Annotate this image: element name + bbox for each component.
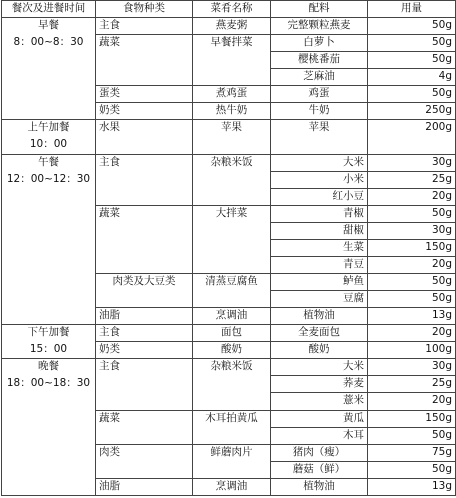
ingredient: 蘑菇（鲜）: [271, 461, 368, 478]
food-type: 蔬菜: [96, 410, 193, 444]
dish-name: 烹调油: [193, 478, 271, 495]
food-type: 油脂: [96, 308, 193, 325]
amount: 50g: [368, 18, 456, 35]
ingredient: 白萝卜: [271, 35, 368, 52]
food-type: 肉类: [96, 444, 193, 478]
amount: 150g: [368, 239, 456, 256]
ingredient: 牛奶: [271, 103, 368, 120]
dish-name: 清蒸豆腐鱼: [193, 274, 271, 308]
amount: 30g: [368, 222, 456, 239]
meal-time: 18：00~18：30: [6, 377, 91, 390]
food-type: 蛋类: [96, 86, 193, 103]
dish-name: 热牛奶: [193, 103, 271, 120]
amount: 50g: [368, 35, 456, 52]
amount: 20g: [368, 393, 456, 410]
meal-time: 8：00~8：30: [13, 36, 84, 49]
dish-name: 烹调油: [193, 308, 271, 325]
ingredient: 木耳: [271, 427, 368, 444]
ingredient: 生菜: [271, 239, 368, 256]
header-amount: 用量: [368, 1, 456, 18]
amount: 13g: [368, 308, 456, 325]
meal-morning-snack: [2, 120, 96, 154]
meal-plan-table: [1, 0, 456, 496]
meal-time: 12：00~12：30: [6, 172, 91, 185]
ingredient: 青椒: [271, 205, 368, 222]
ingredient: 豆腐: [271, 291, 368, 308]
header-meal-time: 餐次及进餐时间: [2, 1, 96, 18]
header-dish-name: 菜肴名称: [193, 1, 271, 18]
amount: 50g: [368, 86, 456, 103]
amount: 30g: [368, 359, 456, 376]
amount: 250g: [368, 103, 456, 120]
amount: 200g: [368, 120, 456, 154]
ingredient: 大米: [271, 154, 368, 171]
food-type: 肉类及大豆类: [96, 274, 193, 308]
table-row: [2, 18, 456, 35]
meal-name: 下午加餐: [27, 326, 70, 339]
table-row: [2, 154, 456, 171]
amount: 20g: [368, 256, 456, 273]
meal-name: 早餐: [38, 19, 59, 32]
meal-lunch: [2, 154, 96, 325]
meal-name: 午餐: [38, 155, 59, 168]
ingredient: 甜椒: [271, 222, 368, 239]
ingredient: 猪肉（瘦）: [271, 444, 368, 461]
ingredient: 植物油: [271, 308, 368, 325]
ingredient: 完整颗粒燕麦: [271, 18, 368, 35]
amount: 50g: [368, 291, 456, 308]
ingredient: 红小豆: [271, 188, 368, 205]
meal-name: 上午加餐: [27, 121, 70, 134]
header-row: [2, 1, 456, 18]
ingredient: 薏米: [271, 393, 368, 410]
dish-name: 酸奶: [193, 342, 271, 359]
amount: 75g: [368, 444, 456, 461]
food-type: 蔬菜: [96, 35, 193, 86]
dish-name: 木耳拍黄瓜: [193, 410, 271, 444]
amount: 25g: [368, 376, 456, 393]
amount: 4g: [368, 69, 456, 86]
ingredient: 苹果: [271, 120, 368, 154]
table-row: [2, 359, 456, 376]
dish-name: 燕麦粥: [193, 18, 271, 35]
meal-afternoon-snack: [2, 325, 96, 359]
food-type: 油脂: [96, 478, 193, 495]
amount: 100g: [368, 342, 456, 359]
amount: 50g: [368, 461, 456, 478]
ingredient: 芝麻油: [271, 69, 368, 86]
ingredient: 黄瓜: [271, 410, 368, 427]
amount: 25g: [368, 171, 456, 188]
amount: 20g: [368, 325, 456, 342]
ingredient: 鲈鱼: [271, 274, 368, 291]
food-type: 蔬菜: [96, 205, 193, 273]
food-type: 奶类: [96, 103, 193, 120]
ingredient: 荞麦: [271, 376, 368, 393]
ingredient: 酸奶: [271, 342, 368, 359]
amount: 30g: [368, 154, 456, 171]
food-type: 主食: [96, 154, 193, 205]
amount: 50g: [368, 427, 456, 444]
amount: 150g: [368, 410, 456, 427]
table-row: [2, 120, 456, 154]
ingredient: 樱桃番茄: [271, 52, 368, 69]
table-row: [2, 325, 456, 342]
ingredient: 青豆: [271, 256, 368, 273]
header-food-type: 食物种类: [96, 1, 193, 18]
amount: 50g: [368, 52, 456, 69]
meal-time: 15：00: [29, 343, 68, 356]
meal-breakfast: [2, 18, 96, 120]
dish-name: 杂粮米饭: [193, 359, 271, 410]
food-type: 奶类: [96, 342, 193, 359]
ingredient: 大米: [271, 359, 368, 376]
meal-time: 10：00: [29, 138, 68, 151]
ingredient: 鸡蛋: [271, 86, 368, 103]
amount: 50g: [368, 205, 456, 222]
dish-name: 鲜蘑肉片: [193, 444, 271, 478]
ingredient: 植物油: [271, 478, 368, 495]
dish-name: 早餐拌菜: [193, 35, 271, 86]
food-type: 主食: [96, 359, 193, 410]
amount: 50g: [368, 274, 456, 291]
dish-name: 大拌菜: [193, 205, 271, 273]
food-type: 水果: [96, 120, 193, 154]
meal-dinner: [2, 359, 96, 496]
dish-name: 杂粮米饭: [193, 154, 271, 205]
dish-name: 面包: [193, 325, 271, 342]
amount: 13g: [368, 478, 456, 495]
dish-name: 煮鸡蛋: [193, 86, 271, 103]
amount: 20g: [368, 188, 456, 205]
header-ingredient: 配料: [271, 1, 368, 18]
dish-name: 苹果: [193, 120, 271, 154]
ingredient: 全麦面包: [271, 325, 368, 342]
meal-name: 晚餐: [38, 360, 59, 373]
food-type: 主食: [96, 325, 193, 342]
food-type: 主食: [96, 18, 193, 35]
ingredient: 小米: [271, 171, 368, 188]
